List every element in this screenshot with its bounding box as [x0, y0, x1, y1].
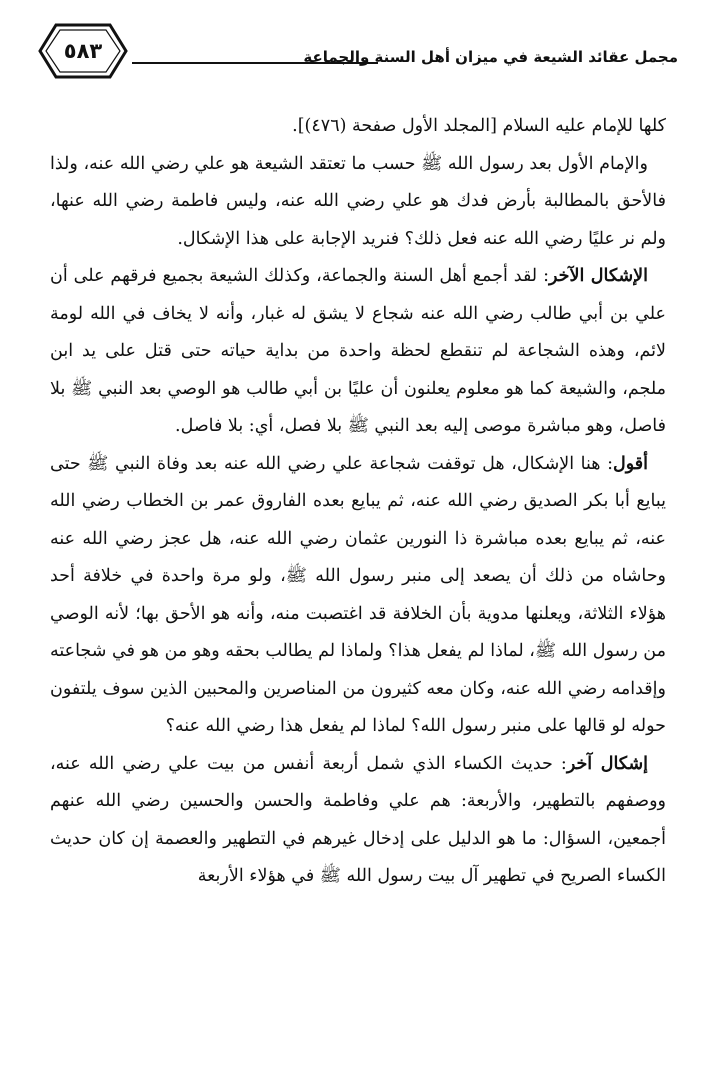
running-header [38, 22, 678, 84]
paragraph-text: : لقد أجمع أهل السنة والجماعة، وكذلك الشيعة بجميع فرقهم على أن علي بن أبي طالب رضي الله عنه شجاع لا يشق له غبار، وأنه لا يخاف في الله لومة لائم، وهذه الشجاعة لم تنقطع لحظة واحدة من بداية حياته حتى قتل على يد ابن ملجم، والشيعة كما هو معلوم يعلنون أن عليًا بن أبي طالب هو الوصي بعد النبي ﷺ بلا فاصل، وهو مباشرة موصى إليه بعد النبي ﷺ بلا فصل، أي: بلا فاصل. [50, 266, 666, 436]
paragraph-lead: أقول [613, 453, 648, 474]
paragraph-2 [50, 146, 666, 259]
paragraph-1 [50, 108, 666, 146]
paragraph-4 [50, 446, 666, 746]
page-number-badge [38, 22, 128, 80]
paragraph-text: : حديث الكساء الذي شمل أربعة أنفس من بيت علي رضي الله عنه، ووصفهم بالتطهير، والأربعة: هم علي وفاطمة والحسن والحسين رضي الله عنهم أجمعين، السؤال: ما هو الدليل على إدخال غيرهم في التطهير والعصمة إن كان حديث الكساء الصريح في تطهير آل بيت رسول الله ﷺ في هؤلاء الأربعة [50, 753, 666, 886]
page-number: ٥٨٣ [63, 39, 103, 63]
paragraph-text: كلها للإمام عليه السلام [المجلد الأول صفحة (٤٧٦)]. [292, 116, 666, 136]
paragraph-3 [50, 258, 666, 446]
running-title: مجمل عقائد الشيعة في ميزان أهل السنة والجماعة [303, 48, 678, 66]
paragraph-lead: إشكال آخر [566, 753, 648, 774]
paragraph-text: والإمام الأول بعد رسول الله ﷺ حسب ما تعتقد الشيعة هو علي رضي الله عنه، ولذا فالأحق بالمطالبة بأرض فدك هو علي رضي الله عنه، وليس فاطمة رضي الله عنها، ولم نر عليًا رضي الله عنه فعل ذلك؟ فنريد الإجابة على هذا الإشكال. [50, 153, 666, 249]
paragraph-5 [50, 746, 666, 896]
paragraph-lead: الإشكال الآخر [548, 266, 648, 286]
body-text [50, 108, 666, 896]
paragraph-text: : هنا الإشكال، هل توقفت شجاعة علي رضي الله عنه بعد وفاة النبي ﷺ حتى يبايع أبا بكر الصديق رضي الله عنه، ثم يبايع بعده الفاروق عمر بن الخطاب رضي الله عنه، ثم يبايع بعده مباشرة ذا النورين عثمان رضي الله عنه، هل عجز رضي الله عنه وحاشاه من ذلك أن يصعد إلى منبر رسول الله ﷺ، ولو مرة واحدة في خلافة أحد هؤلاء الثلاثة، ويعلنها مدوية بأن الخلافة قد اغتصبت منه، وأنه هو الأحق بها؛ لأنه الوصي من رسول الله ﷺ، لماذا لم يفعل هذا؟ ولماذا لم يطالب بحقه وهو من هو في شجاعته وإقدامه رضي الله عنه، وكان معه كثيرون من المناصرين والمحبين الذين سوف يلتفون حوله لو قالها على منبر رسول الله؟ لماذا لم يفعل هذا رضي الله عنه؟ [50, 453, 666, 736]
